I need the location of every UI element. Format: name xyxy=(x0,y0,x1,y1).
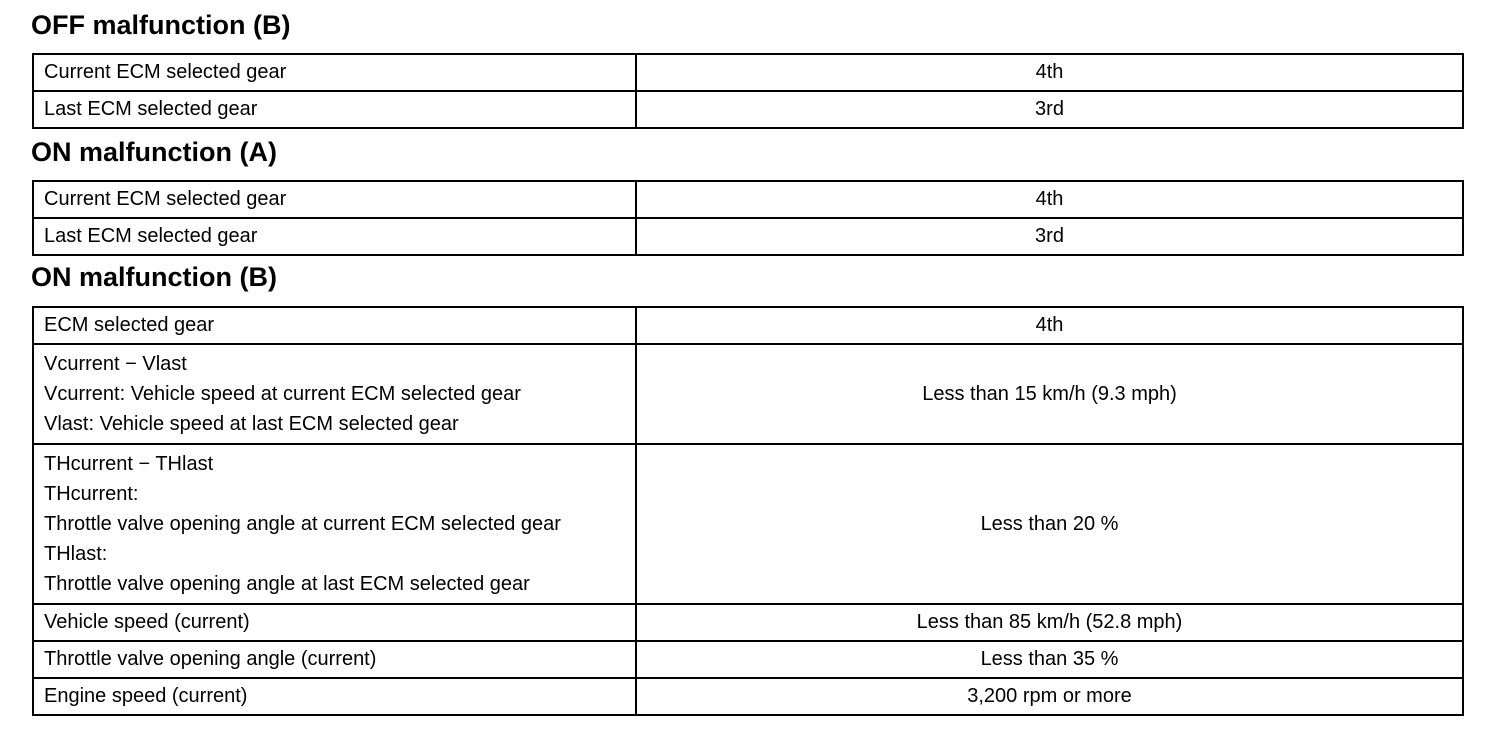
table-row xyxy=(33,444,1463,604)
condition-value: Less than 85 km/h (52.8 mph) xyxy=(636,604,1463,641)
label-line: THcurrent: xyxy=(44,483,139,505)
label-line: Vcurrent: Vehicle speed at current ECM selected gear xyxy=(44,383,521,405)
table-row xyxy=(33,307,1463,344)
table-row xyxy=(33,218,1463,255)
section-title-off-malfunction-b: OFF malfunction (B) xyxy=(31,10,291,40)
condition-value: 3rd xyxy=(636,218,1463,255)
condition-label: Vehicle speed (current) xyxy=(33,604,636,641)
condition-label-multiline xyxy=(33,344,636,444)
table-row xyxy=(33,181,1463,218)
condition-value: 3,200 rpm or more xyxy=(636,678,1463,715)
label-line: Vlast: Vehicle speed at last ECM selected gear xyxy=(44,413,459,435)
off-malfunction-b-table xyxy=(32,53,1464,129)
table-row xyxy=(33,641,1463,678)
condition-value: 4th xyxy=(636,307,1463,344)
condition-label-multiline xyxy=(33,444,636,604)
table-row xyxy=(33,54,1463,91)
condition-label: Last ECM selected gear xyxy=(33,218,636,255)
label-line: Throttle valve opening angle at current ECM selected gear xyxy=(44,513,561,535)
condition-label: ECM selected gear xyxy=(33,307,636,344)
condition-value: Less than 35 % xyxy=(636,641,1463,678)
section-title-on-malfunction-a: ON malfunction (A) xyxy=(31,137,277,167)
table-row xyxy=(33,344,1463,444)
condition-label: Last ECM selected gear xyxy=(33,91,636,128)
condition-value: 4th xyxy=(636,54,1463,91)
table-row xyxy=(33,604,1463,641)
condition-label: Engine speed (current) xyxy=(33,678,636,715)
label-line: THlast: xyxy=(44,543,108,565)
condition-label: Current ECM selected gear xyxy=(33,54,636,91)
label-line: THcurrent − THlast xyxy=(44,453,214,475)
condition-label: Current ECM selected gear xyxy=(33,181,636,218)
condition-value: 3rd xyxy=(636,91,1463,128)
condition-value: 4th xyxy=(636,181,1463,218)
label-line: Vcurrent − Vlast xyxy=(44,353,187,375)
table-row xyxy=(33,91,1463,128)
on-malfunction-a-table xyxy=(32,180,1464,256)
section-title-on-malfunction-b: ON malfunction (B) xyxy=(31,262,277,292)
label-line: Throttle valve opening angle at last ECM selected gear xyxy=(44,573,530,595)
table-row xyxy=(33,678,1463,715)
on-malfunction-b-table xyxy=(32,306,1464,716)
condition-value: Less than 15 km/h (9.3 mph) xyxy=(636,344,1463,444)
condition-label: Throttle valve opening angle (current) xyxy=(33,641,636,678)
condition-value: Less than 20 % xyxy=(636,444,1463,604)
